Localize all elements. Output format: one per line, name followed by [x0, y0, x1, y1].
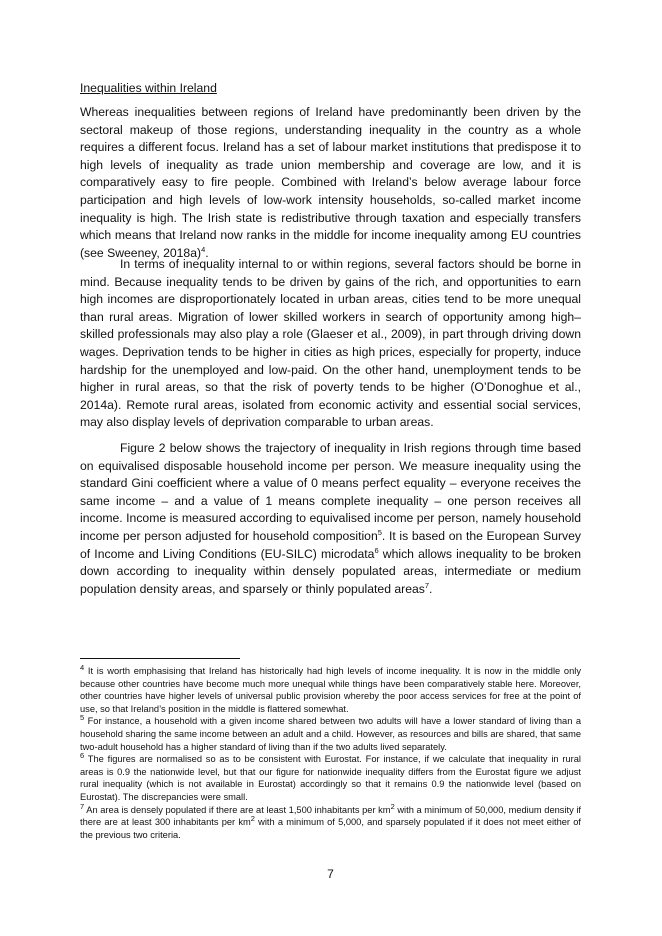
footnote-text: with a minimum of 50,000, medium density if there are at least 300 inhabitants per km	[80, 804, 581, 828]
footnote-ref-4[interactable]: 4	[201, 244, 206, 254]
footnote-number: 6	[80, 751, 85, 761]
footnote-7	[80, 801, 581, 842]
footnote-text: with a minimum of 5,000, and sparsely populated if it does not meet either of the previous two criteria.	[80, 817, 581, 840]
paragraph-1	[80, 104, 581, 262]
footnote-number: 5	[80, 713, 85, 723]
superscript: 2	[250, 814, 255, 824]
footnote-5	[80, 715, 581, 753]
superscript: 2	[390, 801, 395, 811]
paragraph-3-text-c: which allows inequality to be broken down according to inequality within densely populated areas, intermediate or medium population density areas, and sparsely or thinly populated areas	[80, 546, 581, 596]
paragraph-2: In terms of inequality internal to or within regions, several factors should be borne in mind. Because inequality tends to be driven by gains of the rich, and opportunities to earn high incomes are disproportionately located in urban areas, cities tend to be more unequal than rural areas. Migration of lower skilled workers in search of opportunity among high–skilled professionals may also play a role (Glaeser et al., 2009), in part through driving down wages. Deprivation tends to be higher in cities as high prices, especially for property, induce hardship for the unemployed and low-paid. On the other hand, unemployment tends to be higher in rural areas, so that the risk of poverty tends to be higher (O’Donoghue et al., 2014a). Remote rural areas, isolated from economic activity and essential social services, may also display levels of deprivation comparable to urban areas.	[80, 257, 581, 430]
footnote-text: For instance, a household with a given income shared between two adults will have a lower standard of living than a household sharing the same income between an adult and a child. However, as resources and bills are shared, that same two-adult household has a higher standard of living than if the two adults lived separately.	[80, 716, 581, 752]
footnote-4	[80, 662, 581, 715]
paragraph-1-end: .	[205, 245, 209, 260]
paragraph-3	[80, 440, 581, 598]
footnote-number: 7	[80, 801, 85, 811]
paragraph-3-text-b: . It is based on the European Survey of Income and Living Conditions (EU-SILC) microdata	[80, 528, 581, 561]
footnote-ref-7[interactable]: 7	[424, 580, 430, 590]
footnote-ref-6[interactable]: 6	[374, 545, 379, 555]
paragraph-1-text: Whereas inequalities between regions of Ireland have predominantly been driven by the sectoral makeup of those regions, understanding inequality in the country as a whole requires a different focus. Ireland has a set of labour market institutions that predispose it to high levels of inequality as trade union membership and coverage are low, and it is comparatively easy to fire people. Combined with Ireland’s below average labour force participation and high levels of low-work intensity households, so-called market income inequality is high. The Irish state is redistributive through taxation and especially transfers which means that Ireland now ranks in the middle for income inequality among EU countries (see Sweeney, 2018a)	[80, 105, 581, 260]
footnote-6	[80, 753, 581, 803]
footnote-text: The figures are normalised so as to be consistent with Eurostat. For instance, if we calculate that inequality in rural areas is 0.9 the nationwide level, but that our figure for nationwide inequality differs from the Eurostat figure we adjust rural inequality (which is not available in Eurostat) accordingly so that it remains 0.9 the nationwide level (based on Eurostat). The discrepancies were small.	[80, 754, 581, 802]
paragraph-3-text-d: .	[429, 581, 433, 596]
paragraph-3-text-a: Figure 2 below shows the trajectory of inequality in Irish regions through time based on equivalised disposable household income per person. We measure inequality using the standard Gini coefficient where a value of 0 means perfect equality – everyone receives the same income – and a value of 1 means complete inequality – one person receives all income. Income is measured according to equivalised income per person, namely household income per person adjusted for household composition	[80, 441, 581, 543]
footnote-text: An area is densely populated if there are at least 1,500 inhabitants per km	[84, 804, 391, 815]
footnotes	[80, 662, 581, 841]
section-heading: Inequalities within Ireland	[80, 81, 217, 95]
footnote-text: It is worth emphasising that Ireland has historically had high levels of income inequality. It is now in the middle only because other countries have become much more unequal while things have been comparatively stable here. Moreover, other countries have higher levels of universal public provision whereby the poor access services for free at the point of use, so that Ireland’s position in the middle is flattered somewhat.	[80, 666, 581, 714]
page-number: 7	[327, 867, 334, 881]
footnote-ref-5[interactable]: 5	[377, 527, 382, 537]
footnote-number: 4	[80, 662, 85, 672]
footnote-separator	[80, 658, 240, 659]
